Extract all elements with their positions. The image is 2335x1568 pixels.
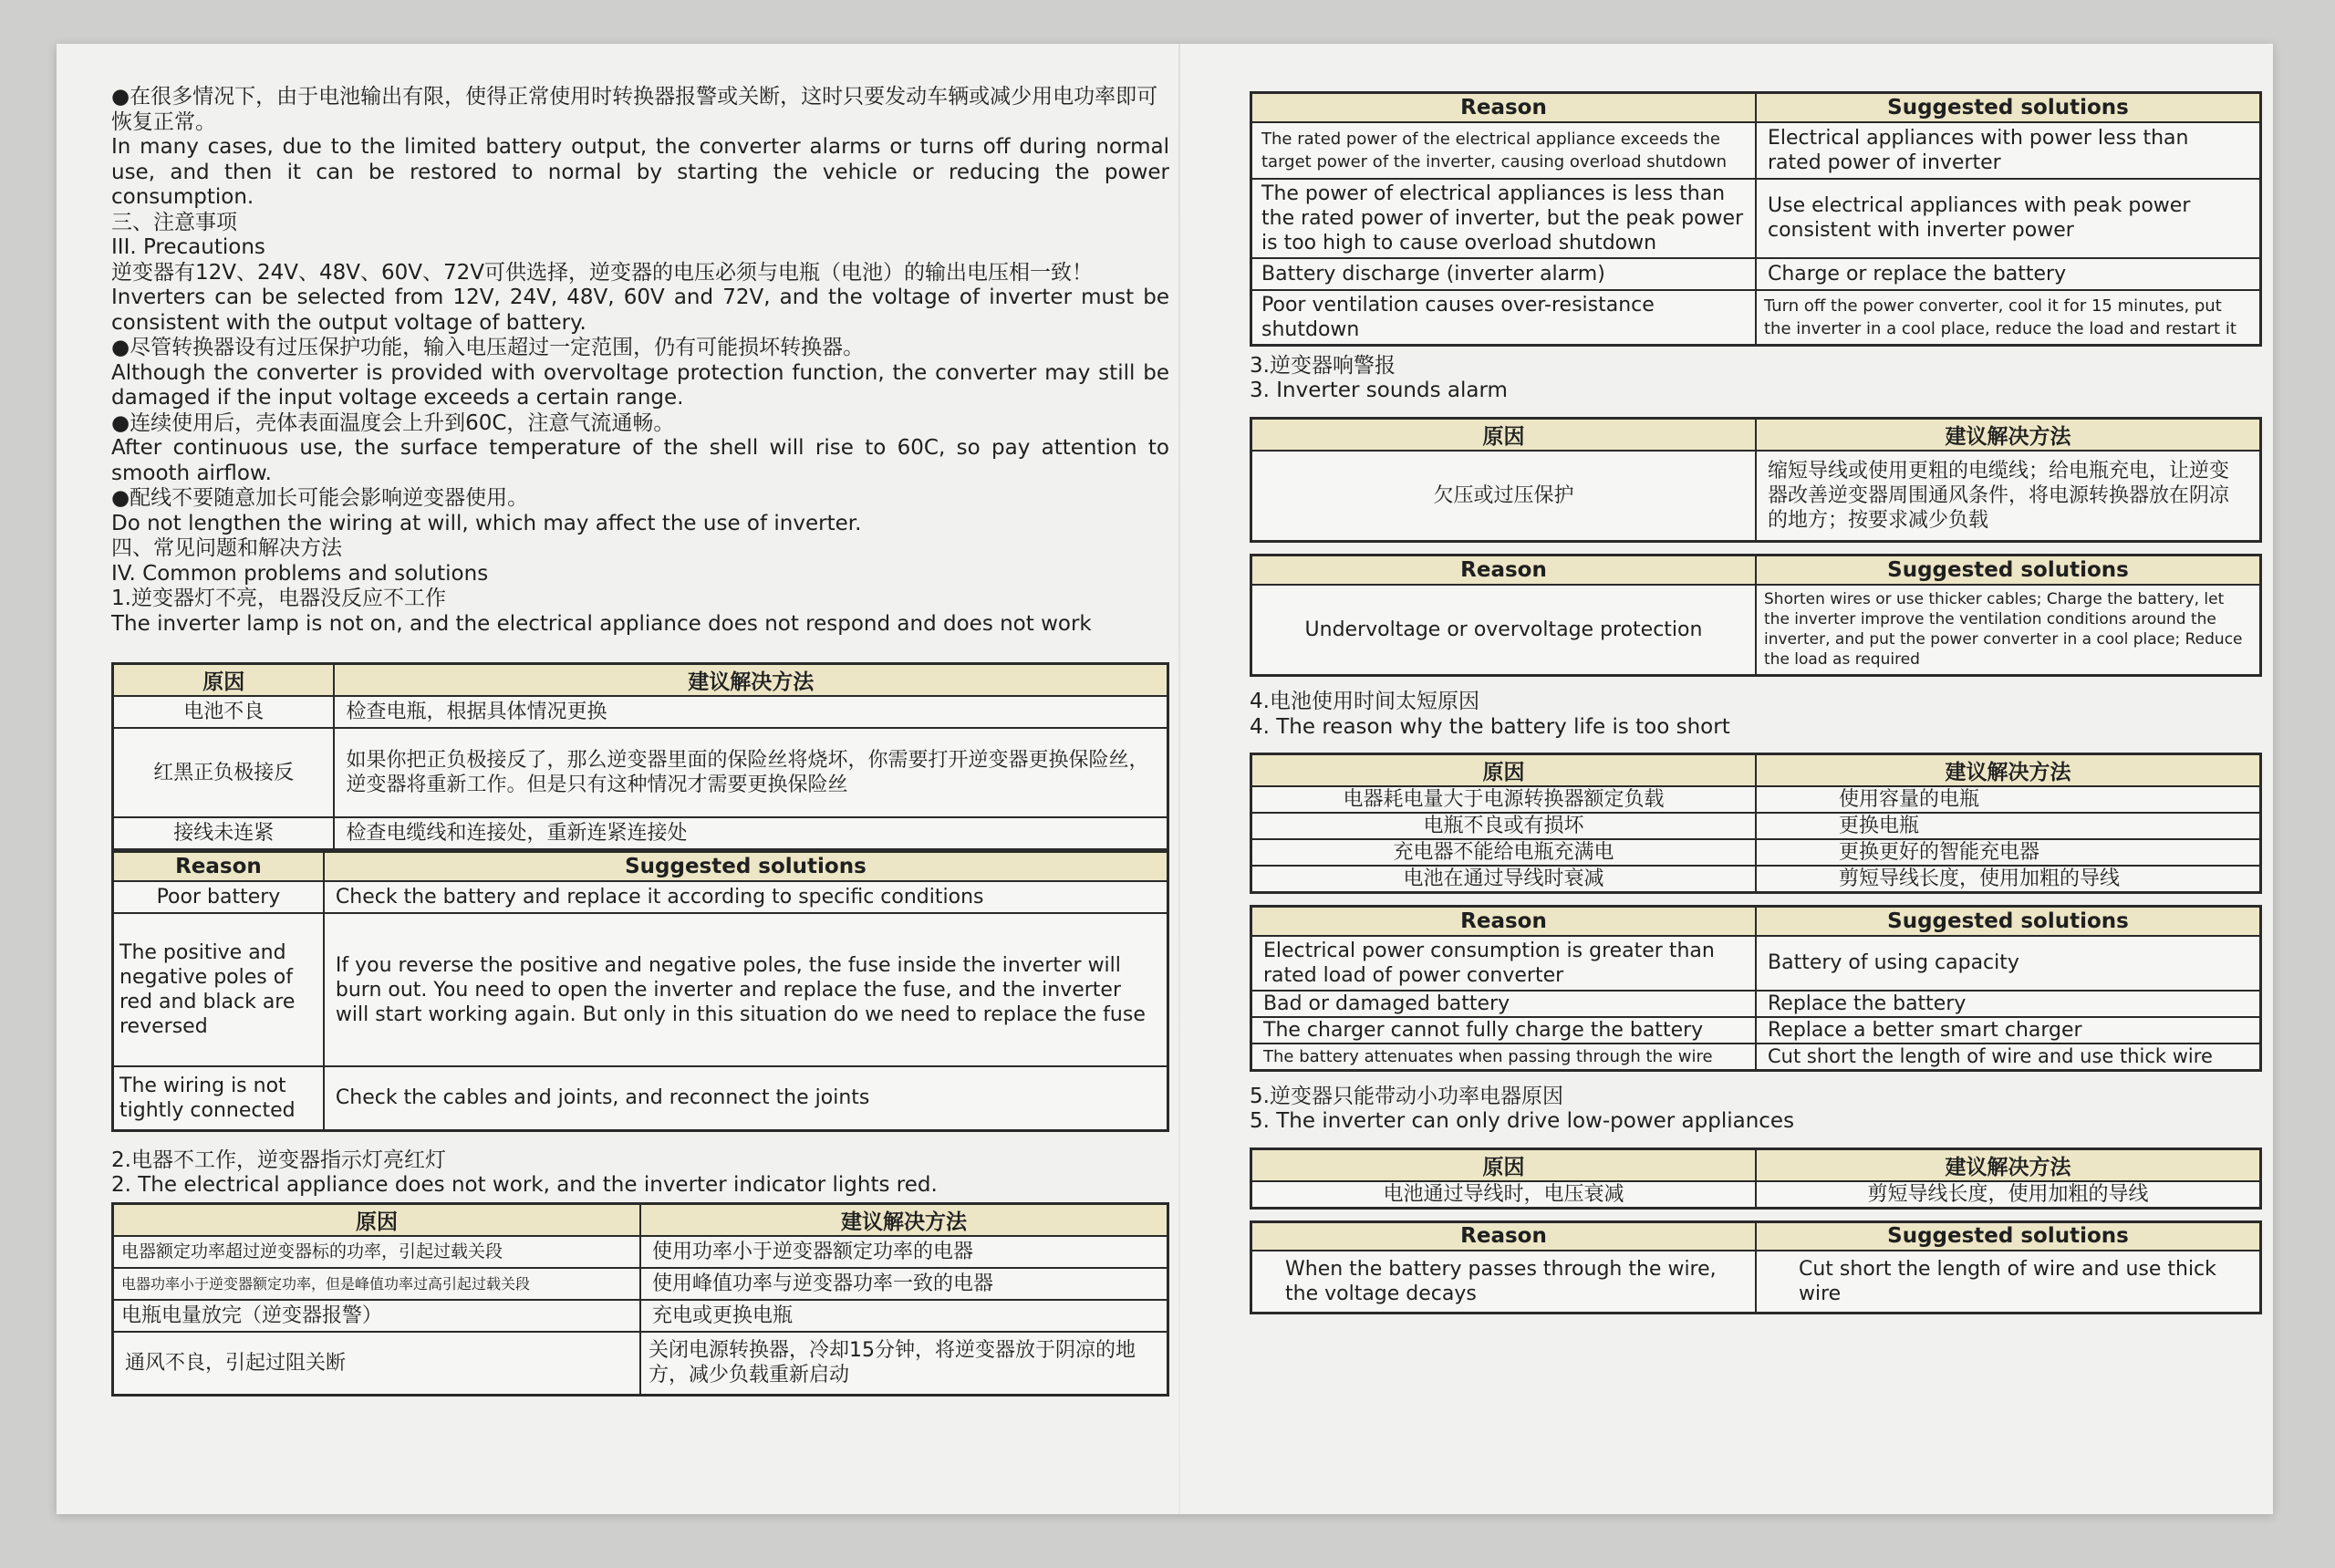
solution-cell: 关闭电源转换器，冷却15分钟，将逆变器放于阴凉的地方，减少负载重新启动 xyxy=(640,1332,1168,1396)
solution-cell: Replace the battery xyxy=(1756,991,2261,1017)
table-row xyxy=(113,1066,1168,1130)
question-2-en: 2. The electrical appliance does not work, and the inverter indicator lights red. xyxy=(111,1173,938,1197)
table-row xyxy=(1251,786,2261,813)
solution-cell: Cut short the length of wire and use thick wire xyxy=(1756,1251,2261,1313)
solution-cell: 检查电缆线和连接处，重新连紧连接处 xyxy=(334,817,1168,850)
reason-cell: 电器耗电量大于电源转换器额定负载 xyxy=(1251,786,1757,813)
solution-cell: Charge or replace the battery xyxy=(1756,258,2261,290)
solution-cell: If you reverse the positive and negative poles, the fuse inside the inverter will burn out. You need to open the inverter and replace the fuse, and the inverter will start working again. But only in this situation do we need to replace the fuse xyxy=(324,913,1168,1066)
precaution-1-en: Inverters can be selected from 12V, 24V, 48V, 60V and 72V, and the voltage of inverter must be consistent with the output voltage of battery. xyxy=(111,286,1169,335)
table-row xyxy=(1251,991,2261,1017)
table-2-cn xyxy=(111,1202,1169,1397)
table-row xyxy=(113,1236,1168,1268)
right-page xyxy=(1250,91,2262,1314)
intro-cn: ●在很多情况下，由于电池输出有限，使得正常使用时转换器报警或关断，这时只要发动车辆或减少用电功率即可恢复正常。 xyxy=(111,85,1158,134)
reason-cell: 电器额定功率超过逆变器标的功率，引起过载关段 xyxy=(113,1236,641,1268)
section-4-en: IV. Common problems and solutions xyxy=(111,561,489,586)
table-row xyxy=(113,1300,1168,1332)
question-5-cn: 5.逆变器只能带动小功率电器原因 xyxy=(1250,1084,1563,1108)
question-5-en: 5. The inverter can only drive low-power appliances xyxy=(1250,1109,1795,1133)
question-2-cn: 2.电器不工作，逆变器指示灯亮红灯 xyxy=(111,1147,446,1172)
table-row xyxy=(113,1268,1168,1300)
precaution-4-en: Do not lengthen the wiring at will, which may affect the use of inverter. xyxy=(111,511,862,535)
solution-cell: 剪短导线长度，使用加粗的导线 xyxy=(1756,866,2261,893)
intro-en: In many cases, due to the limited battery output, the converter alarms or turns off during normal use, and then it can be restored to normal by starting the vehicle or reducing the power consumption. xyxy=(111,135,1169,209)
table-row xyxy=(113,913,1168,1066)
reason-cell: 电池不良 xyxy=(113,696,335,728)
section-3-cn: 三、注意事项 xyxy=(111,210,237,234)
table-header-reason: 原因 xyxy=(113,1203,641,1236)
section-4-cn: 四、常见问题和解决方法 xyxy=(111,536,342,560)
table-header-solution: Suggested solutions xyxy=(1756,93,2261,122)
table-header-reason: 原因 xyxy=(1251,1148,1757,1181)
table-row xyxy=(1251,451,2261,542)
table-row xyxy=(1251,936,2261,991)
precaution-3-en: After continuous use, the surface temperature of the shell will rise to 60C, so pay attention to smooth airflow. xyxy=(111,436,1169,485)
reason-cell: The rated power of the electrical appliance exceeds the target power of the inverter, causing overload shutdown xyxy=(1251,122,1757,179)
table-header-solution: 建议解决方法 xyxy=(1756,754,2261,787)
reason-cell: The power of electrical appliances is less than the rated power of inverter, but the peak power is too high to cause overload shutdown xyxy=(1251,179,1757,258)
reason-cell: 电池通过导线时，电压衰减 xyxy=(1251,1181,1757,1209)
table-row xyxy=(1251,290,2261,346)
question-3-cn: 3.逆变器响警报 xyxy=(1250,353,1396,378)
precaution-4-cn: ●配线不要随意加长可能会影响逆变器使用。 xyxy=(111,486,529,510)
table-row xyxy=(1251,813,2261,839)
table-header-solution: 建议解决方法 xyxy=(1756,1148,2261,1181)
question-1-en: The inverter lamp is not on, and the electrical appliance does not respond and does not work xyxy=(111,611,1092,636)
reason-cell: The battery attenuates when passing through the wire xyxy=(1251,1044,1757,1071)
reason-cell: 红黑正负极接反 xyxy=(113,728,335,817)
left-page xyxy=(111,85,1169,1397)
table-header-solution: 建议解决方法 xyxy=(334,664,1168,697)
table-row xyxy=(1251,1181,2261,1209)
table-row xyxy=(113,696,1168,728)
table-row xyxy=(113,881,1168,913)
solution-cell: 更换电瓶 xyxy=(1756,813,2261,839)
table-row xyxy=(1251,1044,2261,1071)
solution-cell: 如果你把正负极接反了，那么逆变器里面的保险丝将烧坏，你需要打开逆变器更换保险丝，逆变器将重新工作。但是只有这种情况才需要更换保险丝 xyxy=(334,728,1168,817)
reason-cell: Poor ventilation causes over-resistance shutdown xyxy=(1251,290,1757,346)
table-3-cn xyxy=(1250,417,2262,544)
table-header-solution: Suggested solutions xyxy=(1756,556,2261,585)
solution-cell: Battery of using capacity xyxy=(1756,936,2261,991)
table-header-solution: 建议解决方法 xyxy=(640,1203,1168,1236)
reason-cell: 电瓶不良或有损坏 xyxy=(1251,813,1757,839)
question-4-en: 4. The reason why the battery life is too short xyxy=(1250,714,1730,739)
solution-cell: Check the cables and joints, and reconnect the joints xyxy=(324,1066,1168,1130)
table-row xyxy=(1251,122,2261,179)
reason-cell: Bad or damaged battery xyxy=(1251,991,1757,1017)
table-1-cn xyxy=(111,662,1169,851)
question-3-en: 3. Inverter sounds alarm xyxy=(1250,379,1508,402)
solution-cell: 使用峰值功率与逆变器功率一致的电器 xyxy=(640,1268,1168,1300)
table-row xyxy=(1251,1017,2261,1044)
solution-cell: Replace a better smart charger xyxy=(1756,1017,2261,1044)
solution-cell: Cut short the length of wire and use thick wire xyxy=(1756,1044,2261,1071)
reason-cell: 接线未连紧 xyxy=(113,817,335,850)
reason-cell: Electrical power consumption is greater than rated load of power converter xyxy=(1251,936,1757,991)
table-5-en xyxy=(1250,1220,2262,1314)
reason-cell: 充电器不能给电瓶充满电 xyxy=(1251,839,1757,866)
reason-cell: The charger cannot fully charge the battery xyxy=(1251,1017,1757,1044)
reason-cell: The positive and negative poles of red and black are reversed xyxy=(113,913,324,1066)
table-3-en xyxy=(1250,554,2262,677)
table-header-reason: Reason xyxy=(1251,556,1757,585)
table-header-reason: Reason xyxy=(113,852,324,881)
table-header-reason: 原因 xyxy=(1251,418,1757,451)
table-header-reason: 原因 xyxy=(1251,754,1757,787)
table-row xyxy=(113,817,1168,850)
solution-cell: 检查电瓶，根据具体情况更换 xyxy=(334,696,1168,728)
question-4-cn: 4.电池使用时间太短原因 xyxy=(1250,690,1479,713)
section-3-en: III. Precautions xyxy=(111,235,265,259)
solution-cell: 使用容量的电瓶 xyxy=(1756,786,2261,813)
solution-cell: Shorten wires or use thicker cables; Charge the battery, let the inverter improve the ventilation conditions around the inverter, and put the power converter in a cool place; Reduce the load as required xyxy=(1756,585,2261,676)
precaution-1-cn: 逆变器有12V、24V、48V、60V、72V可供选择，逆变器的电压必须与电瓶（电池）的输出电压相一致！ xyxy=(111,260,1094,285)
solution-cell: 使用功率小于逆变器额定功率的电器 xyxy=(640,1236,1168,1268)
table-row xyxy=(1251,258,2261,290)
table-header-solution: Suggested solutions xyxy=(1756,907,2261,936)
reason-cell: Battery discharge (inverter alarm) xyxy=(1251,258,1757,290)
table-4-cn xyxy=(1250,753,2262,894)
precaution-2-cn: ●尽管转换器设有过压保护功能，输入电压超过一定范围，仍有可能损坏转换器。 xyxy=(111,336,865,359)
solution-cell: 更换更好的智能充电器 xyxy=(1756,839,2261,866)
solution-cell: Turn off the power converter, cool it for 15 minutes, put the inverter in a cool place, reduce the load and restart it xyxy=(1756,290,2261,346)
precaution-2-en: Although the converter is provided with overvoltage protection function, the converter may still be damaged if the input voltage exceeds a certain range. xyxy=(111,360,1169,410)
reason-cell: When the battery passes through the wire, the voltage decays xyxy=(1251,1251,1757,1313)
table-row xyxy=(113,728,1168,817)
table-header-reason: Reason xyxy=(1251,93,1757,122)
table-row xyxy=(1251,839,2261,866)
solution-cell: Check the battery and replace it according to specific conditions xyxy=(324,881,1168,913)
table-4-en xyxy=(1250,905,2262,1072)
reason-cell: 电器功率小于逆变器额定功率，但是峰值功率过高引起过载关段 xyxy=(113,1268,641,1300)
page-fold xyxy=(1178,44,1180,1514)
table-row xyxy=(1251,866,2261,893)
reason-cell: Undervoltage or overvoltage protection xyxy=(1251,585,1757,676)
precaution-3-cn: ●连续使用后，壳体表面温度会上升到60C，注意气流通畅。 xyxy=(111,410,675,435)
question-1-cn: 1.逆变器灯不亮，电器没反应不工作 xyxy=(111,587,446,610)
reason-cell: 欠压或过压保护 xyxy=(1251,451,1757,542)
table-header-solution: Suggested solutions xyxy=(324,852,1168,881)
table-header-solution: 建议解决方法 xyxy=(1756,418,2261,451)
solution-cell: 剪短导线长度，使用加粗的导线 xyxy=(1756,1181,2261,1209)
table-header-solution: Suggested solutions xyxy=(1756,1221,2261,1251)
table-header-reason: Reason xyxy=(1251,907,1757,936)
reason-cell: 电池在通过导线时衰减 xyxy=(1251,866,1757,893)
table-header-reason: Reason xyxy=(1251,1221,1757,1251)
solution-cell: 充电或更换电瓶 xyxy=(640,1300,1168,1332)
table-1-en xyxy=(111,851,1169,1132)
solution-cell: 缩短导线或使用更粗的电缆线；给电瓶充电，让逆变器改善逆变器周围通风条件，将电源转换器放在阴凉的地方；按要求减少负载 xyxy=(1756,451,2261,542)
table-header-reason: 原因 xyxy=(113,664,335,697)
solution-cell: Use electrical appliances with peak power consistent with inverter power xyxy=(1756,179,2261,258)
reason-cell: 通风不良，引起过阻关断 xyxy=(113,1332,641,1396)
table-5-cn xyxy=(1250,1147,2262,1210)
reason-cell: 电瓶电量放完（逆变器报警） xyxy=(113,1300,641,1332)
table-2-en xyxy=(1250,91,2262,347)
table-row xyxy=(113,1332,1168,1396)
reason-cell: The wiring is not tightly connected xyxy=(113,1066,324,1130)
solution-cell: Electrical appliances with power less than rated power of inverter xyxy=(1756,122,2261,179)
table-row xyxy=(1251,1251,2261,1313)
table-row xyxy=(1251,585,2261,676)
reason-cell: Poor battery xyxy=(113,881,324,913)
table-row xyxy=(1251,179,2261,258)
